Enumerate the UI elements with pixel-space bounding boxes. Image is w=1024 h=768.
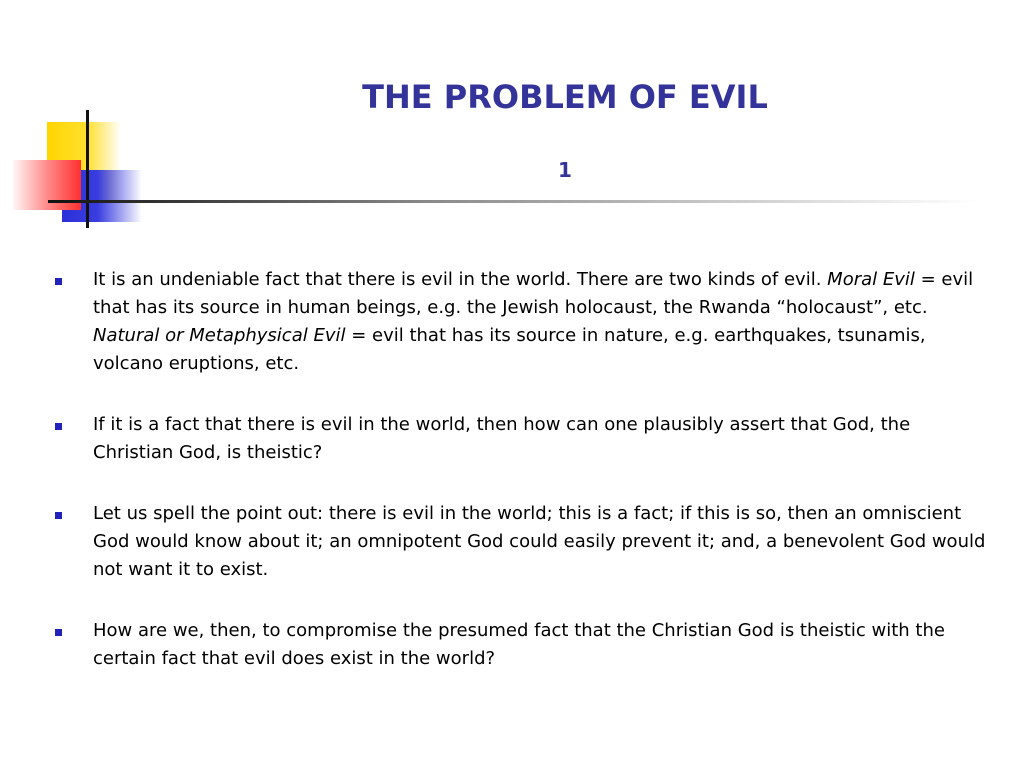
decorative-squares-graphic	[0, 0, 160, 240]
bullet-text: How are we, then, to compromise the presumed fact that the Christian God is theistic with the certain fact that evil does exist in the world?	[93, 620, 945, 669]
moral-evil-term: Moral Evil	[827, 269, 915, 290]
square-bullet-icon	[55, 423, 62, 430]
square-bullet-icon	[55, 629, 62, 636]
bullet-text: If it is a fact that there is evil in the world, then how can one plausibly assert that God, the Christian God, is theistic?	[93, 414, 911, 463]
bullet-text: It is an undeniable fact that there is evil in the world. There are two kinds of evil.	[93, 269, 828, 290]
bullet-text: = evil that has its source in nature, e.g. earthquakes, tsunamis, volcano eruptions, etc.	[93, 325, 926, 374]
bullet-item-argument	[55, 500, 995, 584]
vertical-rule	[86, 110, 89, 228]
square-bullet-icon	[55, 512, 62, 519]
bullet-item-compromise	[55, 617, 995, 673]
bullet-list	[55, 266, 995, 673]
slide-subtitle: 1	[558, 158, 572, 182]
square-bullet-icon	[55, 278, 62, 285]
slide-title: THE PROBLEM OF EVIL	[362, 78, 768, 116]
natural-evil-term: Natural or Metaphysical Evil	[93, 325, 346, 346]
bullet-text: = evil that has its source in human beings, e.g. the Jewish holocaust, the Rwanda “holocaust”, etc.	[93, 269, 974, 318]
title-divider-rule	[48, 200, 978, 203]
bullet-item-kinds-of-evil	[55, 266, 995, 378]
bullet-item-question	[55, 411, 995, 467]
bullet-text: Let us spell the point out: there is evil in the world; this is a fact; if this is so, then an omniscient God would know about it; an omnipotent God could easily prevent it; and, a benevolent God would not want it to exist.	[93, 503, 986, 580]
